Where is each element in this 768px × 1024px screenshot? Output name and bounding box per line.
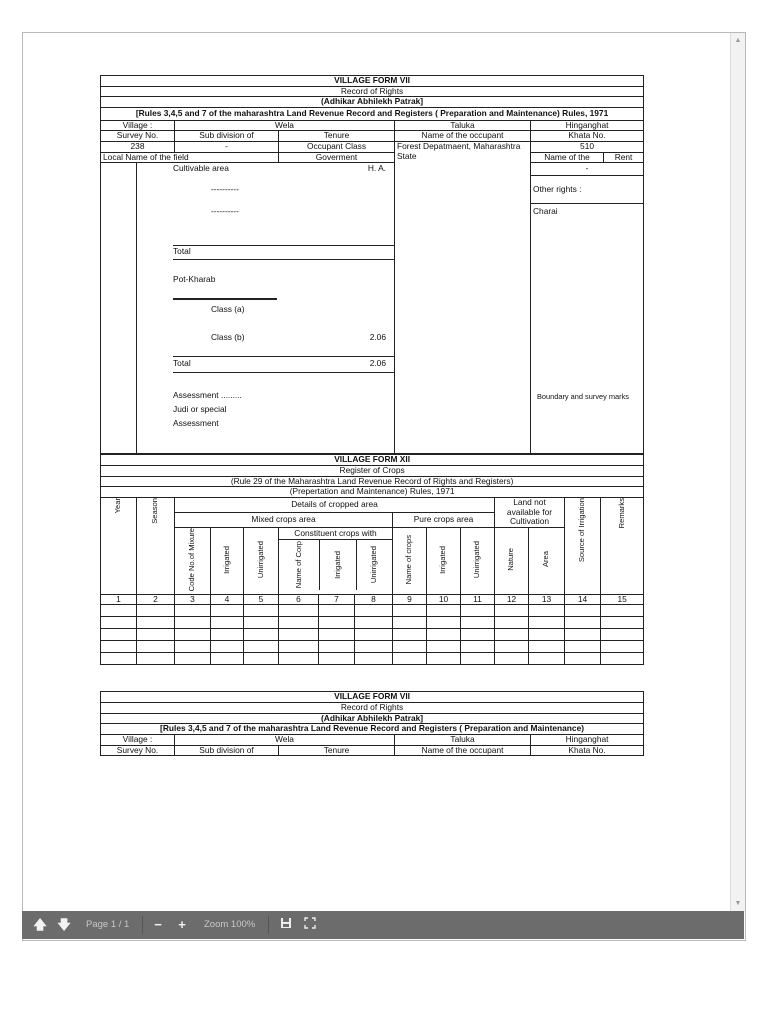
table-cell [495, 629, 529, 641]
table-cell [279, 605, 319, 617]
area-block [137, 163, 395, 454]
document-viewer [22, 32, 746, 941]
survey-no-header: Survey No. [101, 131, 175, 142]
table-cell [529, 629, 565, 641]
arrow-up-icon[interactable]: 🡅 [33, 917, 47, 932]
scroll-down-icon[interactable]: ▼ [734, 900, 742, 907]
form-subtitle: Record of Rights [101, 703, 644, 714]
area-header: Area [529, 527, 565, 594]
table-cell [565, 653, 601, 665]
table-cell [529, 617, 565, 629]
divider [531, 203, 643, 204]
table-cell [393, 641, 427, 653]
table-cell [427, 605, 461, 617]
table-cell [461, 617, 495, 629]
minus-icon[interactable]: − [154, 917, 162, 932]
table-cell [461, 605, 495, 617]
year-header: Year [101, 497, 137, 594]
table-cell [175, 605, 211, 617]
cultivable-area-label: Cultivable area [173, 163, 229, 174]
table-cell [393, 605, 427, 617]
mixed-crops-header: Mixed crops area [175, 512, 393, 527]
column-number: 15 [601, 594, 644, 605]
column-number-row [101, 594, 644, 605]
form-title: VILLAGE FORM VII [101, 692, 644, 703]
tenure-value: Goverment [279, 152, 395, 163]
table-cell [529, 653, 565, 665]
table-cell [175, 617, 211, 629]
village-value: Wela [175, 735, 395, 746]
table-cell [355, 653, 393, 665]
unirrigated-header: Unirrigated [461, 527, 495, 594]
other-rights-label: Other rights : [533, 184, 582, 195]
rent-value: - [585, 163, 589, 174]
survey-no-value: 238 [101, 141, 175, 152]
village-value: Wela [175, 120, 395, 131]
divider [173, 372, 394, 373]
taluka-value: Hinganghat [531, 735, 644, 746]
divider [173, 298, 277, 300]
blank-cell [101, 163, 137, 454]
toolbar-divider [268, 916, 269, 934]
code-header: Code No.of Mixure [175, 527, 211, 594]
column-number: 9 [393, 594, 427, 605]
unirrigated-header: Unirrigated [244, 527, 279, 594]
table-cell [279, 641, 319, 653]
table-cell [565, 617, 601, 629]
taluka-label: Taluka [395, 735, 531, 746]
tenure-class: Occupant Class [279, 141, 395, 152]
divider [173, 259, 394, 260]
class-b-value: 2.06 [369, 332, 386, 343]
total-value-2: 2.06 [369, 358, 386, 369]
unirrigated-header: Unirrigated [369, 546, 379, 584]
irrigated-header: Irrigated [427, 527, 461, 594]
class-a-label: Class (a) [211, 304, 245, 315]
table-cell [495, 617, 529, 629]
tenure-header: Tenure [279, 131, 395, 142]
save-icon[interactable] [278, 917, 294, 933]
vertical-scrollbar[interactable] [730, 33, 745, 912]
form-xii-rule: (Rule 29 of the Maharashtra Land Revenue Record of Rights and Registers) [101, 476, 644, 487]
taluka-label: Taluka [395, 120, 531, 131]
village-label: Village : [101, 120, 175, 131]
scroll-up-icon[interactable]: ▲ [734, 37, 742, 44]
rights-block [531, 163, 644, 454]
table-cell [175, 653, 211, 665]
occupant-header: Name of the occupant [395, 745, 531, 756]
column-number: 12 [495, 594, 529, 605]
charai-label: Charai [533, 206, 558, 217]
table-cell [393, 617, 427, 629]
table-cell [319, 617, 355, 629]
table-cell [601, 629, 644, 641]
column-number: 7 [319, 594, 355, 605]
blank-rows [101, 605, 644, 665]
table-cell [211, 641, 244, 653]
table-cell [393, 653, 427, 665]
table-cell [529, 605, 565, 617]
nature-header: Nature [495, 527, 529, 594]
assessment-label: Assessment ......... [173, 390, 242, 401]
table-cell [137, 605, 175, 617]
table-cell [319, 641, 355, 653]
column-number: 5 [244, 594, 279, 605]
khata-value: 510 [531, 141, 644, 152]
table-cell [495, 605, 529, 617]
form-patrak: (Adhikar Abhilekh Patrak] [101, 713, 644, 724]
divider [173, 245, 394, 246]
total-label-1: Total [173, 246, 191, 257]
column-number: 3 [175, 594, 211, 605]
column-number: 14 [565, 594, 601, 605]
page-indicator: Page 1 / 1 [86, 919, 130, 930]
table-cell [565, 641, 601, 653]
table-cell [529, 641, 565, 653]
form-xii-rule-2: (Prepertation and Maintenance) Rules, 1971 [101, 487, 644, 498]
irrigated-header: Irrigated [211, 527, 244, 594]
table-cell [244, 629, 279, 641]
khata-header: Khata No. [531, 131, 644, 142]
village-label: Village : [101, 735, 175, 746]
judi-label: Judi or special [173, 404, 227, 415]
table-cell [211, 653, 244, 665]
table-cell [244, 605, 279, 617]
survey-no-header: Survey No. [101, 745, 175, 756]
table-cell [393, 629, 427, 641]
column-number: 2 [137, 594, 175, 605]
column-number: 8 [355, 594, 393, 605]
pure-crops-header: Pure crops area [393, 512, 495, 527]
table-cell [427, 641, 461, 653]
village-form-vii-table [100, 75, 644, 454]
fullscreen-icon[interactable] [302, 917, 318, 933]
zoom-indicator: Zoom 100% [204, 919, 256, 930]
column-number: 4 [211, 594, 244, 605]
land-not-available-header: Land not available for Cultivation [495, 497, 565, 527]
sub-division-value: - [175, 141, 279, 152]
form-title: VILLAGE FORM VII [101, 76, 644, 87]
table-cell [355, 605, 393, 617]
form-xii-title: VILLAGE FORM XII [101, 455, 644, 466]
table-row [101, 605, 644, 617]
table-cell [601, 641, 644, 653]
table-cell [244, 617, 279, 629]
table-row [101, 641, 644, 653]
table-cell [319, 605, 355, 617]
constituent-header [279, 527, 393, 594]
total-label-2: Total [173, 358, 191, 369]
pot-kharab-label: Pot-Kharab [173, 274, 216, 285]
table-row [101, 629, 644, 641]
divider [173, 356, 394, 357]
source-irrigation-header: Source of Irrigation [565, 497, 601, 594]
class-b-label: Class (b) [211, 332, 245, 343]
document-page [100, 75, 645, 756]
table-cell [279, 617, 319, 629]
toolbar-divider [142, 916, 143, 934]
table-cell [427, 653, 461, 665]
table-cell [565, 605, 601, 617]
occupant-name: Forest Depatmaent, Maharashtra State [395, 141, 531, 453]
table-cell [461, 653, 495, 665]
table-cell [101, 605, 137, 617]
column-number: 10 [427, 594, 461, 605]
local-name-field: Local Name of the field [101, 152, 279, 163]
season-header: Season [137, 497, 175, 594]
table-cell [461, 641, 495, 653]
table-cell [137, 641, 175, 653]
table-cell [101, 629, 137, 641]
divider [531, 175, 643, 176]
column-number: 11 [461, 594, 495, 605]
table-cell [319, 653, 355, 665]
column-number: 13 [529, 594, 565, 605]
sub-division-header: Sub division of [175, 131, 279, 142]
village-form-vii-table-2 [100, 691, 644, 756]
remarks-header: Remarks [601, 497, 644, 594]
sub-division-header: Sub division of [175, 745, 279, 756]
table-cell [495, 641, 529, 653]
table-cell [355, 617, 393, 629]
tenure-header: Tenure [279, 745, 395, 756]
column-number: 6 [279, 594, 319, 605]
table-cell [355, 629, 393, 641]
viewer-toolbar [22, 911, 744, 939]
form-rules: [Rules 3,4,5 and 7 of the maharashtra Land Revenue Record and Registers ( Preparation and Maintenance) [101, 724, 644, 735]
name-of-corp-header: Name of Corp [279, 540, 320, 590]
assessment-label-2: Assessment [173, 418, 219, 429]
irrigated-header: Irrigated [320, 540, 357, 590]
dash-line-1: ---------- [211, 184, 239, 195]
table-cell [211, 629, 244, 641]
table-cell [101, 617, 137, 629]
table-cell [427, 617, 461, 629]
table-cell [279, 629, 319, 641]
table-cell [244, 641, 279, 653]
table-cell [137, 653, 175, 665]
table-cell [137, 629, 175, 641]
details-header: Details of cropped area [175, 497, 495, 512]
table-cell [279, 653, 319, 665]
rent-label: Rent [604, 152, 644, 163]
table-cell [175, 629, 211, 641]
plus-icon[interactable]: + [178, 917, 186, 932]
table-row [101, 653, 644, 665]
boundary-label: Boundary and survey marks [536, 392, 629, 402]
table-cell [319, 629, 355, 641]
table-cell [211, 617, 244, 629]
table-cell [244, 653, 279, 665]
occupant-header: Name of the occupant [395, 131, 531, 142]
table-cell [175, 641, 211, 653]
arrow-down-icon[interactable]: 🡇 [57, 917, 71, 932]
form-subtitle: Record of Rights [101, 86, 644, 97]
village-form-xii-table [100, 454, 644, 665]
table-cell [461, 629, 495, 641]
table-cell [565, 629, 601, 641]
table-cell [601, 617, 644, 629]
constituent-label: Constituent crops with [279, 528, 392, 540]
khata-header: Khata No. [531, 745, 644, 756]
table-cell [495, 653, 529, 665]
form-xii-subtitle: Register of Crops [101, 465, 644, 476]
ha-label: H. A. [367, 163, 386, 174]
table-cell [355, 641, 393, 653]
form-patrak: (Adhikar Abhilekh Patrak] [101, 97, 644, 108]
name-of-the-label: Name of the [531, 152, 604, 163]
table-cell [427, 629, 461, 641]
name-of-crops-header: Name of crops [393, 527, 427, 594]
table-cell [601, 653, 644, 665]
table-cell [211, 605, 244, 617]
taluka-value: Hinganghat [531, 120, 644, 131]
table-cell [137, 617, 175, 629]
table-row [101, 617, 644, 629]
table-cell [101, 653, 137, 665]
dash-line-2: ---------- [211, 206, 239, 217]
column-number: 1 [101, 594, 137, 605]
table-cell [601, 605, 644, 617]
form-rules: [Rules 3,4,5 and 7 of the maharashtra Land Revenue Record and Registers ( Preparation and Maintenance) Rules, 1971 [101, 107, 644, 120]
table-cell [101, 641, 137, 653]
